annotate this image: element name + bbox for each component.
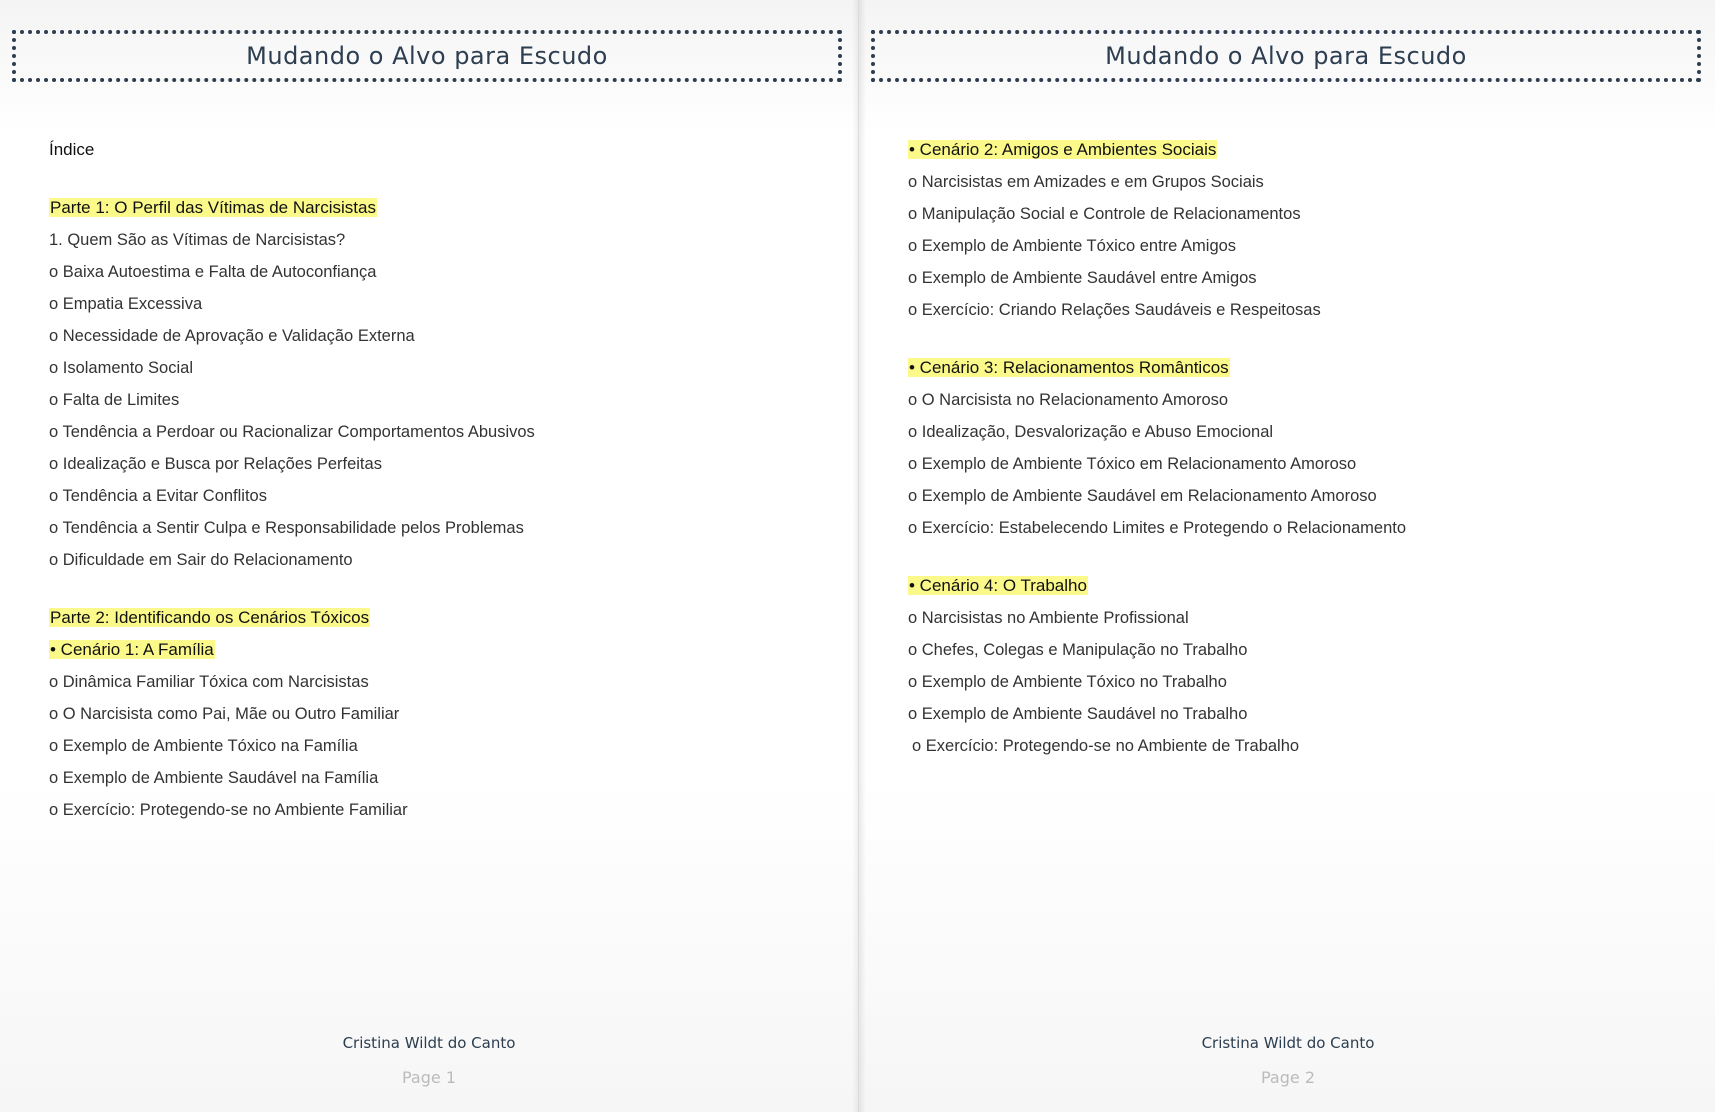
toc-item: o Manipulação Social e Controle de Relacionamentos — [908, 205, 1301, 223]
toc-item: o Falta de Limites — [49, 391, 180, 409]
page-footer-author: Cristina Wildt do Canto — [342, 1034, 516, 1052]
part2-heading: Parte 2: Identificando os Cenários Tóxicos — [50, 608, 370, 627]
toc-item: o Tendência a Sentir Culpa e Responsabilidade pelos Problemas — [49, 519, 524, 537]
toc-item: o O Narcisista como Pai, Mãe ou Outro Familiar — [49, 705, 400, 723]
toc-item: o Exercício: Protegendo-se no Ambiente Familiar — [49, 801, 408, 819]
scenario2-heading: • Cenário 2: Amigos e Ambientes Sociais — [909, 140, 1217, 159]
toc-item: o Narcisistas no Ambiente Profissional — [908, 609, 1189, 627]
toc-item: o Chefes, Colegas e Manipulação no Trabalho — [908, 641, 1248, 659]
spacer — [49, 170, 838, 196]
index-title: Índice — [49, 140, 95, 159]
toc-item: o Exercício: Protegendo-se no Ambiente de Trabalho — [912, 737, 1300, 755]
page-number: Page 2 — [1261, 1068, 1315, 1087]
spacer — [908, 548, 1697, 574]
scenario4-heading: • Cenário 4: O Trabalho — [909, 576, 1087, 595]
toc-item: o Exemplo de Ambiente Tóxico entre Amigos — [908, 237, 1237, 255]
spacer — [908, 330, 1697, 356]
toc-item: o Dificuldade em Sair do Relacionamento — [49, 551, 353, 569]
toc-item: o Isolamento Social — [49, 359, 193, 377]
page-footer-author: Cristina Wildt do Canto — [1201, 1034, 1375, 1052]
toc-item: o Exemplo de Ambiente Tóxico em Relacionamento Amoroso — [908, 455, 1357, 473]
page-2 — [859, 0, 1715, 1112]
toc-item: o Necessidade de Aprovação e Validação Externa — [49, 327, 415, 345]
toc-item: o Tendência a Evitar Conflitos — [49, 487, 267, 505]
table-of-contents-right — [908, 138, 1697, 766]
toc-item: o Narcisistas em Amizades e em Grupos Sociais — [908, 173, 1264, 191]
page-number: Page 1 — [402, 1068, 456, 1087]
toc-item: o Exemplo de Ambiente Tóxico na Família — [49, 737, 358, 755]
toc-item: o Exemplo de Ambiente Saudável na Família — [49, 769, 379, 787]
page-header-title: Mudando o Alvo para Escudo — [1105, 42, 1467, 70]
part1-heading: Parte 1: O Perfil das Vítimas de Narcisistas — [50, 198, 376, 217]
toc-item: o Exercício: Estabelecendo Limites e Protegendo o Relacionamento — [908, 519, 1407, 537]
toc-item: o Idealização, Desvalorização e Abuso Emocional — [908, 423, 1274, 441]
toc-item: o Exemplo de Ambiente Saudável em Relacionamento Amoroso — [908, 487, 1377, 505]
toc-item: 1. Quem São as Vítimas de Narcisistas? — [49, 231, 346, 249]
toc-item: o Tendência a Perdoar ou Racionalizar Comportamentos Abusivos — [49, 423, 535, 441]
toc-item: o Empatia Excessiva — [49, 295, 203, 313]
page-header-box — [871, 30, 1701, 82]
toc-item: o Exemplo de Ambiente Saudável no Trabalho — [908, 705, 1248, 723]
spacer — [49, 580, 838, 606]
toc-item: o Dinâmica Familiar Tóxica com Narcisistas — [49, 673, 369, 691]
page-header-title: Mudando o Alvo para Escudo — [246, 42, 608, 70]
toc-item: o Idealização e Busca por Relações Perfeitas — [49, 455, 382, 473]
table-of-contents-left — [49, 138, 838, 830]
scenario3-heading: • Cenário 3: Relacionamentos Românticos — [909, 358, 1229, 377]
toc-item: o Exercício: Criando Relações Saudáveis e Respeitosas — [908, 301, 1321, 319]
toc-item: o Exemplo de Ambiente Saudável entre Amigos — [908, 269, 1257, 287]
toc-item: o Baixa Autoestima e Falta de Autoconfiança — [49, 263, 377, 281]
scenario1-heading: • Cenário 1: A Família — [50, 640, 214, 659]
toc-item: o Exemplo de Ambiente Tóxico no Trabalho — [908, 673, 1227, 691]
page-header-box — [12, 30, 842, 82]
toc-item: o O Narcisista no Relacionamento Amoroso — [908, 391, 1229, 409]
